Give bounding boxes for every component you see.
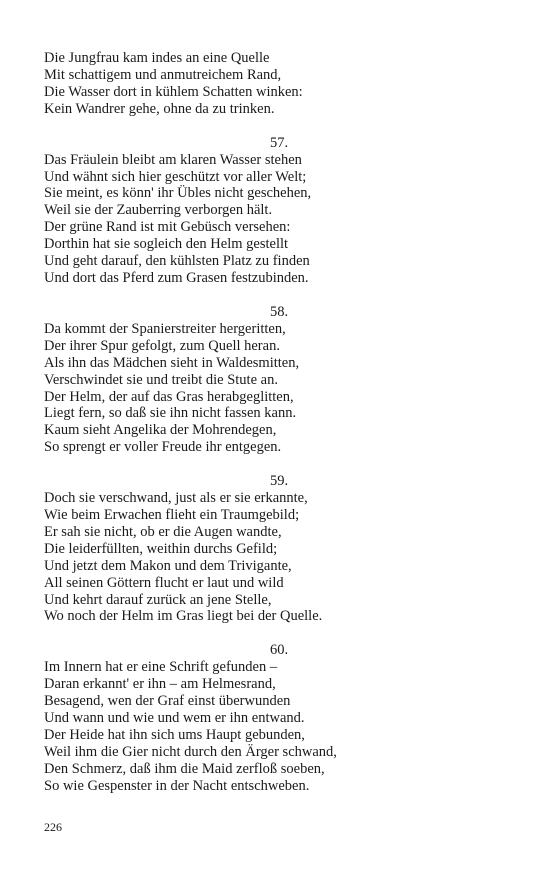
verse-line: Der ihrer Spur gefolgt, zum Quell heran.	[44, 337, 280, 354]
verse-line: Wo noch der Helm im Gras liegt bei der Quelle.	[44, 608, 323, 625]
verse-line: Und wann und wie und wem er ihn entwand.	[44, 710, 305, 727]
verse-line: Die leiderfüllten, weithin durchs Gefild;	[44, 540, 278, 557]
verse-line: Und jetzt dem Makon und dem Trivigante,	[44, 557, 292, 574]
verse-line: Wie beim Erwachen flieht ein Traumgebild;	[44, 507, 300, 524]
stanza-number: 59.	[269, 473, 289, 490]
verse-line: Dorthin hat sie sogleich den Helm gestellt	[44, 236, 289, 253]
verse-line: Und dort das Pferd zum Grasen festzubinden.	[44, 269, 309, 286]
verse-line: Der grüne Rand ist mit Gebüsch versehen:	[44, 219, 291, 236]
stanza-59	[44, 473, 514, 625]
verse-line: Den Schmerz, daß ihm die Maid zerfloß soeben,	[44, 760, 325, 777]
verse-line: So wie Gespenster in der Nacht entschweben.	[44, 777, 310, 794]
verse-line: Sie meint, es könn' ihr Übles nicht geschehen,	[44, 185, 312, 202]
stanza-57	[44, 135, 514, 287]
stanza-number: 58.	[269, 303, 289, 320]
verse-line: Weil ihm die Gier nicht durch den Ärger schwand,	[44, 743, 337, 760]
verse-line: Das Fräulein bleibt am klaren Wasser stehen	[44, 151, 302, 168]
verse-line: Da kommt der Spanierstreiter hergeritten,	[44, 320, 286, 337]
verse-line: Und wähnt sich hier geschützt vor aller Welt;	[44, 168, 307, 185]
verse-line: So sprengt er voller Freude ihr entgegen.	[44, 439, 282, 456]
verse-line: Kaum sieht Angelika der Mohrendegen,	[44, 422, 277, 439]
verse-line: Und geht darauf, den kühlsten Platz zu finden	[44, 253, 310, 270]
verse-line: Er sah sie nicht, ob er die Augen wandte,	[44, 523, 282, 540]
stanza-60	[44, 642, 514, 794]
verse-line: Im Innern hat er eine Schrift gefunden –	[44, 659, 278, 676]
verse-line: Der Helm, der auf das Gras herabgeglitten,	[44, 388, 294, 405]
verse-line: Verschwindet sie und treibt die Stute an.	[44, 371, 278, 388]
stanza-56-end	[44, 50, 514, 118]
verse-line: Die Jungfrau kam indes an eine Quelle	[44, 50, 270, 66]
stanza-number: 60.	[269, 642, 289, 659]
verse-line: Der Heide hat ihn sich ums Haupt gebunden,	[44, 727, 305, 743]
verse-line: Liegt fern, so daß sie ihn nicht fassen kann.	[44, 405, 297, 422]
verse-line: Die Wasser dort in kühlem Schatten winken:	[44, 83, 303, 100]
stanza-number: 57.	[269, 134, 289, 151]
verse-line: All seinen Göttern flucht er laut und wild	[44, 574, 284, 591]
page-number: 226	[44, 820, 62, 834]
verse-line: Besagend, wen der Graf einst überwunden	[44, 693, 291, 710]
verse-line: Doch sie verschwand, just als er sie erkannte,	[44, 490, 308, 507]
verse-line: Kein Wandrer gehe, ohne da zu trinken.	[44, 100, 275, 117]
verse-line: Als ihn das Mädchen sieht in Waldesmitten,	[44, 354, 300, 371]
verse-line: Mit schattigem und anmutreichem Rand,	[44, 66, 282, 83]
poem-page	[44, 50, 514, 795]
verse-line: Und kehrt darauf zurück an jene Stelle,	[44, 591, 272, 608]
verse-line: Daran erkannt' er ihn – am Helmesrand,	[44, 676, 276, 693]
verse-line: Weil sie der Zauberring verborgen hält.	[44, 202, 273, 219]
stanza-58	[44, 304, 514, 456]
